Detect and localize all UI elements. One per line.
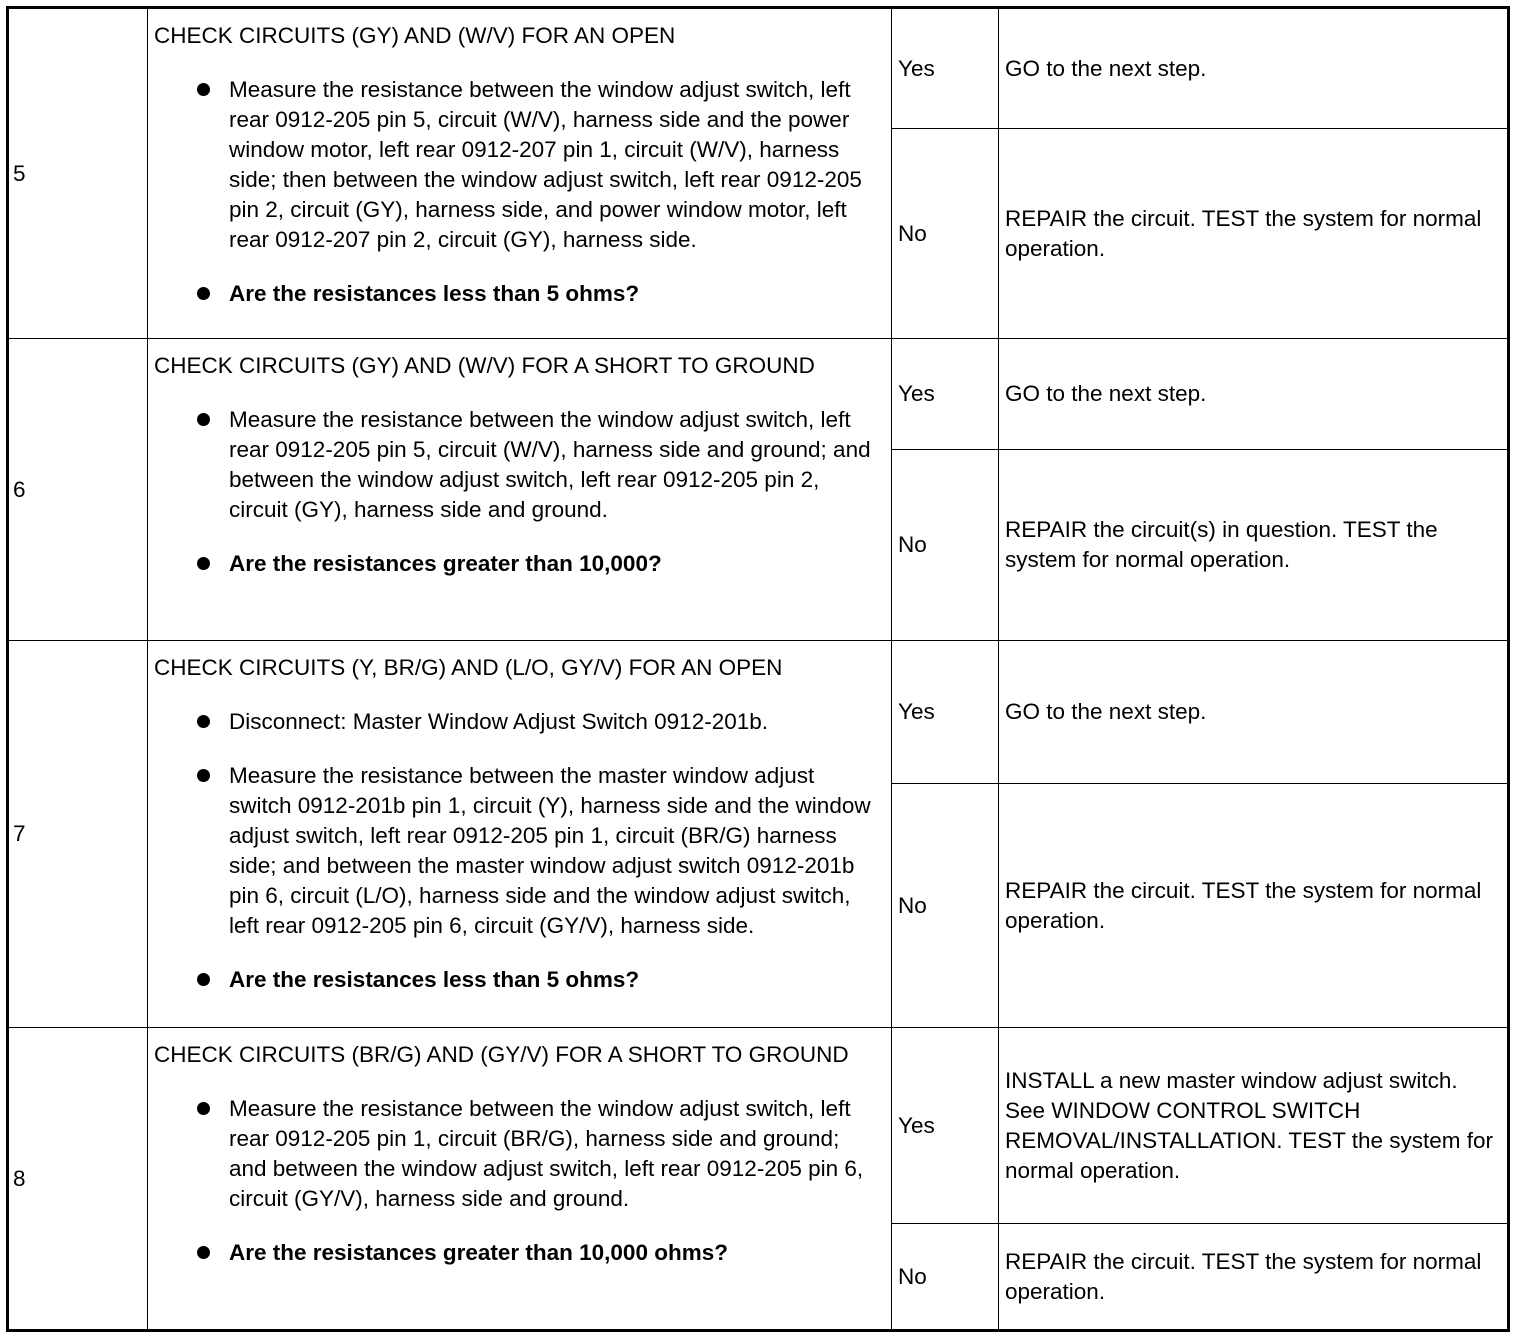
no-label: No <box>892 129 999 339</box>
yes-label: Yes <box>892 8 999 129</box>
step-title: CHECK CIRCUITS (Y, BR/G) AND (L/O, GY/V) FOR AN OPEN <box>154 655 783 680</box>
step-number: 7 <box>8 641 148 1028</box>
step-instruction: Disconnect: Master Window Adjust Switch 0912-201b. <box>154 707 883 737</box>
no-result: REPAIR the circuit(s) in question. TEST the system for normal operation. <box>999 450 1509 641</box>
step-instruction: Measure the resistance between the master window adjust switch 0912-201b pin 1, circuit (Y), harness side and the window adjust switch, left rear 0912-205 pin 1, circuit (BR/G) harness side; and between the master window adjust switch 0912-201b pin 6, circuit (L/O), harness side and the window adjust switch, left rear 0912-205 pin 6, circuit (GY/V), harness side. <box>154 761 883 941</box>
step-instruction: Measure the resistance between the window adjust switch, left rear 0912-205 pin 5, circuit (W/V), harness side and ground; and between the window adjust switch, left rear 0912-205 pin 2, circuit (GY), harness side and ground. <box>154 405 883 525</box>
step-number: 6 <box>8 339 148 641</box>
table-row <box>8 8 1509 129</box>
yes-label: Yes <box>892 339 999 450</box>
yes-result: GO to the next step. <box>999 339 1509 450</box>
table-row <box>8 641 1509 784</box>
yes-result: GO to the next step. <box>999 641 1509 784</box>
yes-result: GO to the next step. <box>999 8 1509 129</box>
no-result: REPAIR the circuit. TEST the system for normal operation. <box>999 129 1509 339</box>
step-question: Are the resistances less than 5 ohms? <box>154 965 883 995</box>
step-title: CHECK CIRCUITS (BR/G) AND (GY/V) FOR A SHORT TO GROUND <box>154 1042 849 1067</box>
step-instruction: Measure the resistance between the window adjust switch, left rear 0912-205 pin 5, circuit (W/V), harness side and the power window motor, left rear 0912-207 pin 1, circuit (W/V), harness side; then between the window adjust switch, left rear 0912-205 pin 2, circuit (GY), harness side, and power window motor, left rear 0912-207 pin 2, circuit (GY), harness side. <box>154 75 883 255</box>
step-action-cell <box>148 339 892 641</box>
step-question: Are the resistances less than 5 ohms? <box>154 279 883 309</box>
step-action-cell <box>148 641 892 1028</box>
step-question: Are the resistances greater than 10,000? <box>154 549 883 579</box>
step-instruction: Measure the resistance between the window adjust switch, left rear 0912-205 pin 1, circuit (BR/G), harness side and ground; and between the window adjust switch, left rear 0912-205 pin 6, circuit (GY/V), harness side and ground. <box>154 1094 883 1214</box>
step-bullet-list <box>154 707 883 995</box>
step-action-cell <box>148 8 892 339</box>
step-bullet-list <box>154 75 883 309</box>
yes-label: Yes <box>892 641 999 784</box>
step-question: Are the resistances greater than 10,000 ohms? <box>154 1238 883 1268</box>
no-result: REPAIR the circuit. TEST the system for normal operation. <box>999 784 1509 1028</box>
diagnostic-table <box>6 6 1510 1332</box>
step-bullet-list <box>154 1094 883 1268</box>
step-number: 5 <box>8 8 148 339</box>
step-number: 8 <box>8 1028 148 1331</box>
step-title: CHECK CIRCUITS (GY) AND (W/V) FOR A SHORT TO GROUND <box>154 353 815 378</box>
yes-label: Yes <box>892 1028 999 1224</box>
no-label: No <box>892 1224 999 1331</box>
yes-result: INSTALL a new master window adjust switch. See WINDOW CONTROL SWITCH REMOVAL/INSTALLATION. TEST the system for normal operation. <box>999 1028 1509 1224</box>
no-label: No <box>892 784 999 1028</box>
table-row <box>8 339 1509 450</box>
step-title: CHECK CIRCUITS (GY) AND (W/V) FOR AN OPEN <box>154 23 676 48</box>
step-bullet-list <box>154 405 883 579</box>
step-action-cell <box>148 1028 892 1331</box>
no-result: REPAIR the circuit. TEST the system for normal operation. <box>999 1224 1509 1331</box>
no-label: No <box>892 450 999 641</box>
table-row <box>8 1028 1509 1224</box>
